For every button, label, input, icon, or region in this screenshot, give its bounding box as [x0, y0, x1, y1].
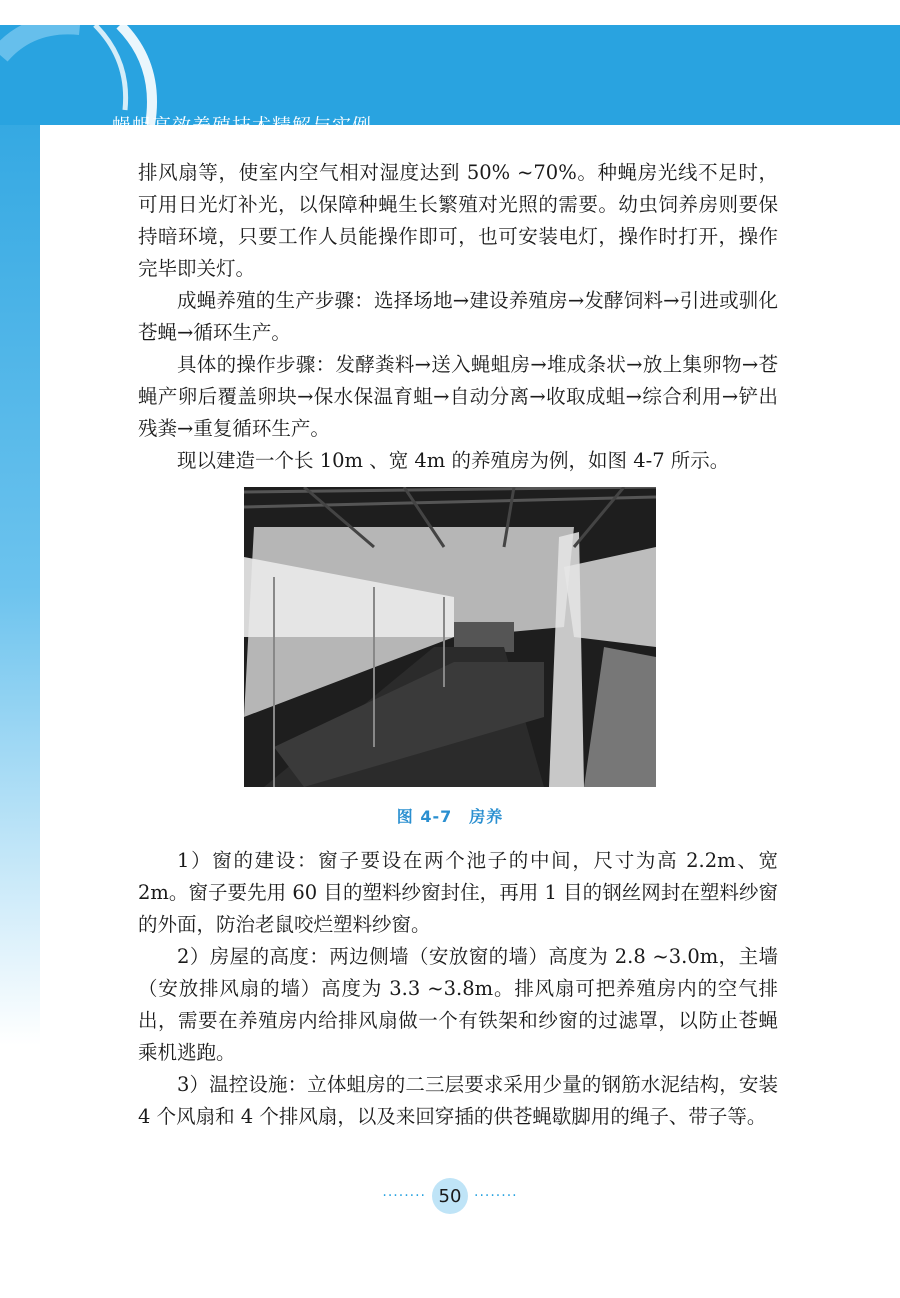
footer-dots-left: ········ [382, 1188, 426, 1204]
paragraph-operation-steps: 具体的操作步骤：发酵粪料→送入蝇蛆房→堆成条状→放上集卵物→苍蝇产卵后覆盖卵块→保水保温育蛆→自动分离→收取成蛆→综合利用→铲出残粪→重复循环生产。 [138, 353, 778, 440]
figure-caption: 图 4-7 房养 [396, 807, 504, 826]
page-number: 50 [432, 1178, 468, 1214]
paragraph-production-steps: 成蝇养殖的生产步骤：选择场地→建设养殖房→发酵饲料→引进或驯化苍蝇→循环生产。 [138, 289, 778, 344]
paragraph-window-construction: 1）窗的建设：窗子要设在两个池子的中间，尺寸为高 2.2m、宽 2m。窗子要先用 60 目的塑料纱窗封住，再用 1 目的钢丝网封在塑料纱窗的外面，防治老鼠咬烂塑料纱窗。 [138, 849, 778, 936]
breeding-house-photo [244, 487, 656, 787]
paragraph-humidity-light: 排风扇等，使室内空气相对湿度达到 50% ~70%。种蝇房光线不足时，可用日光灯补光，以保障种蝇生长繁殖对光照的需要。幼虫饲养房则要保持暗环境，只要工作人员能操作即可，也可安装电灯，操作时打开，操作完毕即关灯。 [138, 161, 778, 280]
paragraph-house-height: 2）房屋的高度：两边侧墙（安放窗的墙）高度为 2.8 ~3.0m，主墙（安放排风扇的墙）高度为 3.3 ~3.8m。排风扇可把养殖房内的空气排出，需要在养殖房内给排风扇做一个有铁架和纱窗的过滤罩，以防止苍蝇乘机逃跑。 [138, 945, 778, 1064]
footer-dots-right: ········ [474, 1188, 518, 1204]
page-number-footer [0, 1178, 900, 1214]
paragraph-example-intro: 现以建造一个长 10m 、宽 4m 的养殖房为例，如图 4-7 所示。 [177, 449, 730, 472]
paragraph-temperature-control: 3）温控设施：立体蛆房的二三层要求采用少量的钢筋水泥结构，安装 4 个风扇和 4 个排风扇，以及来回穿插的供苍蝇歇脚用的绳子、带子等。 [138, 1073, 778, 1128]
side-color-band [0, 25, 40, 1045]
page-header [0, 25, 900, 125]
